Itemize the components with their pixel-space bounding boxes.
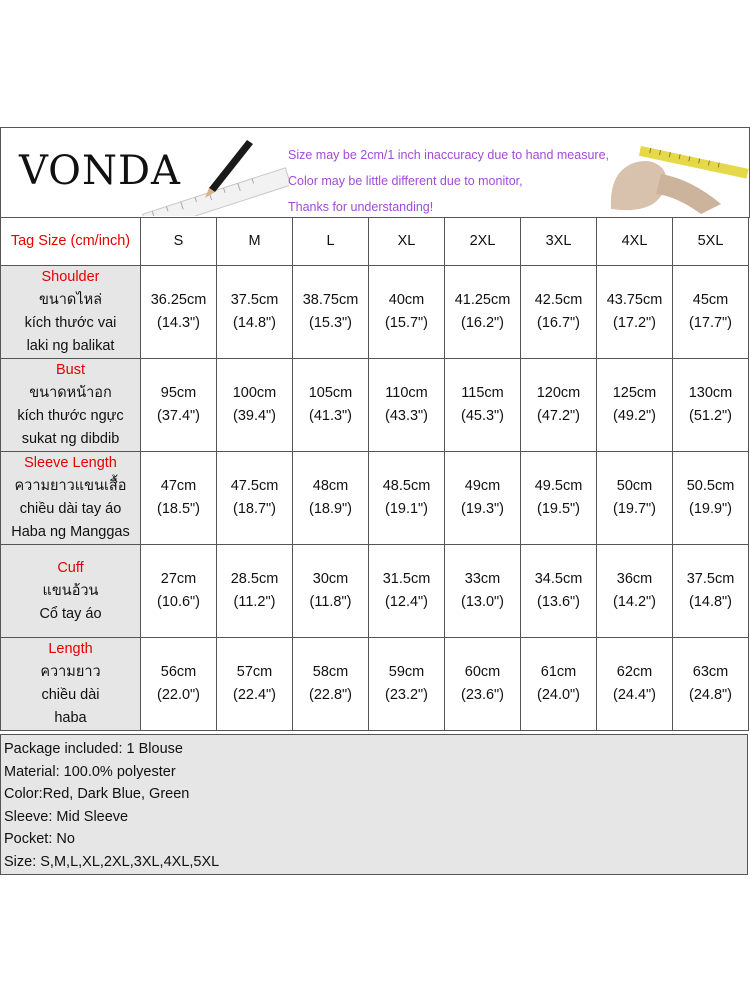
measurement-row-sleeve-length [1,452,749,545]
value-cm: 100cm [232,385,277,401]
value-inch: (47.2") [536,408,581,424]
measuring-tape-icon [601,134,749,216]
size-header: L [293,218,369,266]
measurement-cell [141,359,217,452]
value-cm: 41.25cm [454,292,511,308]
value-cm: 56cm [160,664,197,680]
value-inch: (19.3") [460,501,505,517]
size-header: 2XL [445,218,521,266]
value-inch: (18.5") [156,501,201,517]
value-cm: 59cm [388,664,425,680]
value-inch: (12.4") [384,594,429,610]
measurement-cell [293,545,369,638]
measurement-cell [673,545,749,638]
info-line: Material: 100.0% polyester [4,763,176,780]
measurement-cell [217,452,293,545]
value-inch: (18.9") [308,501,353,517]
size-table [0,217,749,731]
value-cm: 43.75cm [606,292,663,308]
label-vietnamese: Cổ tay áo [39,605,102,622]
measurement-cell [673,638,749,731]
value-cm: 120cm [536,385,581,401]
measurement-cell [597,266,673,359]
measurement-cell [445,545,521,638]
label-english: Length [48,641,93,657]
value-inch: (19.1") [384,501,429,517]
measurement-cell [673,452,749,545]
size-header: 5XL [673,218,749,266]
measurement-cell [521,452,597,545]
value-inch: (37.4") [156,408,201,424]
measurement-cell [217,638,293,731]
note-line: Thanks for understanding! [288,200,434,214]
value-cm: 47cm [160,478,197,494]
value-inch: (13.6") [536,594,581,610]
value-cm: 49.5cm [534,478,583,494]
value-inch: (18.7") [232,501,277,517]
size-header: 3XL [521,218,597,266]
label-vietnamese: chiều dài tay áo [19,501,122,517]
value-inch: (19.7") [612,501,657,517]
measurement-cell [369,545,445,638]
value-inch: (22.0") [156,687,201,703]
chart-header [0,127,750,218]
value-cm: 37.5cm [230,292,279,308]
value-inch: (24.8") [688,687,733,703]
value-inch: (15.3") [308,315,353,331]
measurement-cell [369,638,445,731]
notes [288,142,609,218]
measurement-cell [597,545,673,638]
measurement-row-shoulder [1,266,749,359]
measurement-cell [141,638,217,731]
value-inch: (45.3") [460,408,505,424]
value-cm: 125cm [612,385,657,401]
size-chart [0,127,750,877]
measurement-cell [293,638,369,731]
value-inch: (14.2") [612,594,657,610]
measurement-cell [521,266,597,359]
measurement-row-length [1,638,749,731]
label-english: Cuff [57,559,84,576]
value-cm: 110cm [385,385,428,401]
value-cm: 95cm [160,385,197,401]
value-cm: 115cm [461,385,504,401]
info-line: Color:Red, Dark Blue, Green [4,786,190,802]
measurement-cell [369,452,445,545]
value-inch: (51.2") [688,408,733,424]
size-header: 4XL [597,218,673,266]
value-cm: 105cm [308,385,353,401]
note-line: Color may be little different due to monitor, [288,174,523,188]
measurement-cell [521,359,597,452]
measurement-cell [217,545,293,638]
info-line: Sleeve: Mid Sleeve [4,808,129,825]
size-header: S [141,218,217,266]
measurement-cell [293,359,369,452]
value-cm: 58cm [312,664,349,680]
value-cm: 50.5cm [686,478,735,494]
row-label [1,638,141,731]
measurement-row-bust [1,359,749,452]
label-english: Shoulder [41,269,100,285]
measurement-cell [217,266,293,359]
measurement-cell [673,266,749,359]
label-thai: แขนอ้วน [42,582,99,599]
value-cm: 48cm [312,478,349,494]
value-inch: (41.3") [308,408,353,424]
label-tagalog: Haba ng Manggas [11,524,130,540]
value-cm: 50cm [616,478,653,494]
value-inch: (13.0") [460,594,505,610]
label-tagalog: haba [54,710,87,726]
value-inch: (15.7") [384,315,429,331]
size-header-row [1,218,749,266]
label-thai: ขนาดไหล่ [38,292,103,308]
value-inch: (11.8") [309,594,352,610]
value-inch: (49.2") [612,408,657,424]
measurement-cell [369,359,445,452]
value-inch: (10.6") [156,594,201,610]
value-inch: (24.4") [612,687,657,703]
value-cm: 40cm [388,292,425,308]
value-inch: (14.3") [156,315,201,331]
value-inch: (23.6") [460,687,505,703]
value-cm: 34.5cm [534,571,583,587]
row-label [1,452,141,545]
value-cm: 36cm [616,571,653,587]
value-inch: (22.4") [232,687,277,703]
label-vietnamese: kích thước ngực [17,408,124,424]
size-header: XL [369,218,445,266]
value-cm: 48.5cm [382,478,431,494]
info-line: Pocket: No [4,831,75,847]
measurement-cell [673,359,749,452]
pencil-ruler-icon [139,136,289,216]
measurement-cell [141,452,217,545]
value-cm: 60cm [464,664,501,680]
value-cm: 38.75cm [302,292,359,308]
value-cm: 31.5cm [382,571,431,587]
value-inch: (19.5") [536,501,581,517]
label-thai: ความยาว [40,664,101,680]
value-cm: 42.5cm [534,292,583,308]
value-cm: 45cm [692,292,729,308]
info-line: Package included: 1 Blouse [4,741,183,757]
measurement-cell [369,266,445,359]
measurement-cell [445,359,521,452]
value-cm: 63cm [692,664,729,680]
measurement-cell [521,545,597,638]
note-line: Size may be 2cm/1 inch inaccuracy due to hand measure, [288,148,610,162]
label-vietnamese: chiều dài [41,687,100,703]
value-cm: 28.5cm [230,571,279,587]
label-english: Bust [55,362,85,378]
size-header: M [217,218,293,266]
value-cm: 57cm [236,664,273,680]
value-cm: 49cm [464,478,501,494]
value-cm: 30cm [312,571,349,587]
info-line: Size: S,M,L,XL,2XL,3XL,4XL,5XL [4,853,220,870]
measurement-cell [217,359,293,452]
measurement-cell [521,638,597,731]
value-inch: (22.8") [308,687,353,703]
measurement-row-cuff [1,545,749,638]
tag-size-label: Tag Size (cm/inch) [1,218,141,266]
value-inch: (14.8") [232,315,277,331]
value-cm: 33cm [464,571,501,587]
value-cm: 27cm [160,571,197,587]
value-inch: (39.4") [232,408,277,424]
value-cm: 130cm [688,385,733,401]
measurement-cell [445,266,521,359]
brand-logo: VONDA [19,148,181,194]
label-vietnamese: kích thước vai [24,315,117,331]
label-english: Sleeve Length [24,455,117,471]
value-cm: 61cm [540,664,577,680]
measurement-cell [293,266,369,359]
label-tagalog: laki ng balikat [26,338,115,354]
measurement-cell [293,452,369,545]
value-cm: 37.5cm [686,571,735,587]
value-inch: (16.7") [536,315,581,331]
value-inch: (17.2") [612,315,657,331]
value-inch: (24.0") [536,687,581,703]
row-label [1,266,141,359]
value-cm: 36.25cm [150,292,207,308]
measurement-cell [445,452,521,545]
measurement-cell [141,266,217,359]
value-inch: (16.2") [460,315,505,331]
label-thai: ขนาดหน้าอก [29,385,112,401]
label-tagalog: sukat ng dibdib [21,431,120,447]
measurement-cell [597,359,673,452]
row-label [1,545,141,638]
product-info [0,734,748,875]
value-cm: 47.5cm [230,478,279,494]
measurement-cell [445,638,521,731]
value-inch: (14.8") [688,594,733,610]
row-label [1,359,141,452]
value-inch: (43.3") [384,408,429,424]
measurement-cell [597,452,673,545]
label-thai: ความยาวแขนเสื้อ [14,478,127,494]
value-inch: (23.2") [384,687,429,703]
value-inch: (17.7") [688,315,733,331]
measurement-cell [597,638,673,731]
value-cm: 62cm [616,664,653,680]
value-inch: (19.9") [688,501,733,517]
measurement-cell [141,545,217,638]
value-inch: (11.2") [233,594,276,610]
